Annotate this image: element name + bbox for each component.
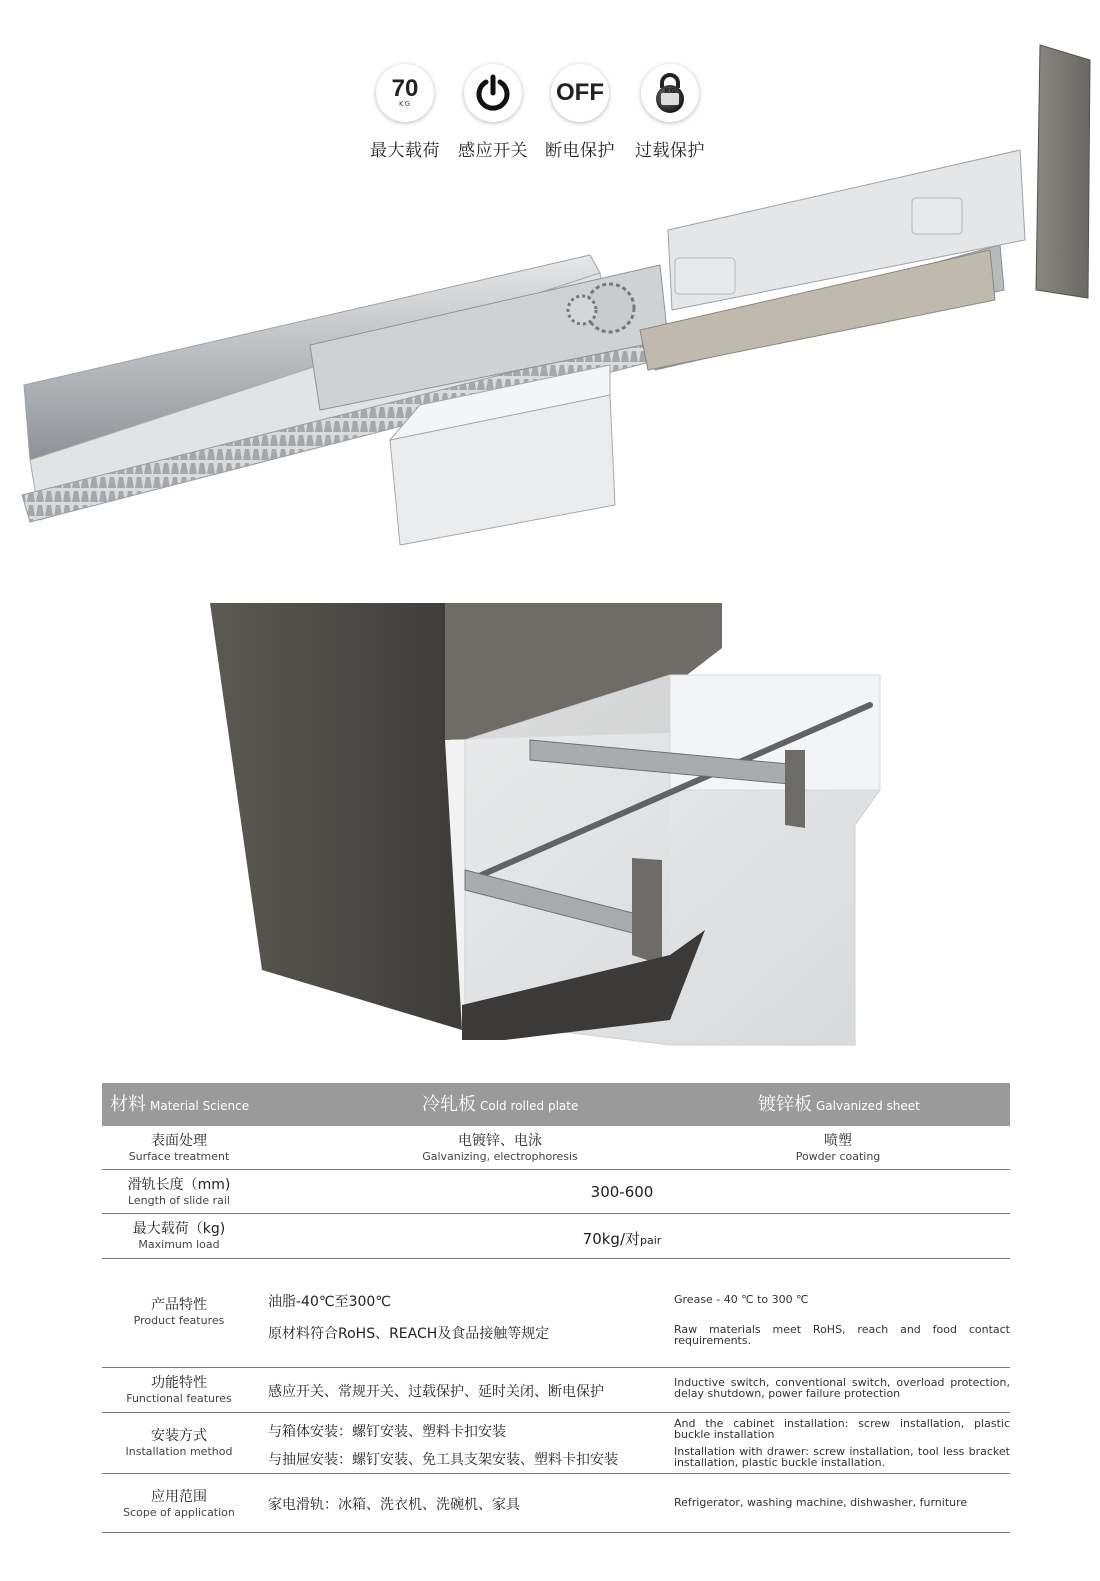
table-row-load xyxy=(102,1214,1010,1259)
row-label: 最大载荷（kg) Maximum load xyxy=(132,1221,226,1251)
feature-label: 过载保护 xyxy=(635,141,705,161)
feature-label: 最大载荷 xyxy=(370,141,440,161)
surface-galvanized: 喷塑 Powder coating xyxy=(795,1133,881,1163)
header-galvanized: 镀锌板 Galvanized sheet xyxy=(758,1094,920,1115)
off-icon: OFF xyxy=(551,64,609,122)
table-row-installation: 安装方式 Installation method 与箱体安装：螺钉安装、塑料卡扣安装 And the cabinet installation: screw installation, plastic buckle installation 与抽屉安装：螺钉安装、免工具支架安装、塑料卡扣安装 Installation with drawer: screw installation, tool less bracket installation, plastic buckle installation. xyxy=(102,1413,1010,1474)
row-label: 表面处理 Surface treatment xyxy=(128,1133,230,1163)
header-cold-rolled: 冷轧板 Cold rolled plate xyxy=(422,1094,579,1115)
row-label: 应用范围 Scope of application xyxy=(123,1489,235,1519)
surface-cold-rolled: 电镀锌、电泳 Galvanizing, electrophoresis xyxy=(422,1133,578,1163)
cabinet-installation-illustration xyxy=(200,600,900,1055)
feature-label: 感应开关 xyxy=(458,141,528,161)
table-row-surface xyxy=(102,1126,1010,1170)
slide-rail-illustration xyxy=(0,40,1100,560)
table-row-functional-features: 功能特性 Functional features 感应开关、常规开关、过载保护、延时关闭、断电保护 Inductive switch, conventional switch, overload protection, delay shutdown, power failure protection xyxy=(102,1368,1010,1413)
length-value: 300-600 xyxy=(590,1183,654,1201)
spec-table-header xyxy=(102,1083,1010,1126)
row-label: 产品特性 Product features xyxy=(133,1297,225,1327)
row-label: 滑轨长度（mm) Length of slide rail xyxy=(127,1177,231,1207)
weight-70kg-icon: 70 KG xyxy=(376,64,434,122)
row-label: 安装方式 Installation method xyxy=(125,1428,233,1458)
header-material: 材料 Material Science xyxy=(110,1094,250,1115)
feature-label: 断电保护 xyxy=(545,141,615,161)
table-row-product-features: 产品特性 Product features 油脂-40℃至300℃ Grease - 40 ℃ to 300 ℃ 原材料符合RoHS、REACH及食品接触等规定 Raw materials meet RoHS, reach and food contact requirements. xyxy=(102,1259,1010,1368)
load-value: 70kg/对pair xyxy=(582,1230,662,1248)
row-label: 功能特性 Functional features xyxy=(126,1375,232,1405)
table-row-scope: 应用范围 Scope of application 家电滑轨：冰箱、洗衣机、洗碗机、家具 Refrigerator, washing machine, dishwasher, furniture xyxy=(102,1474,1010,1533)
spec-table xyxy=(102,1083,1010,1533)
table-row-length xyxy=(102,1170,1010,1214)
overload-lock-icon: KG xyxy=(641,64,699,122)
